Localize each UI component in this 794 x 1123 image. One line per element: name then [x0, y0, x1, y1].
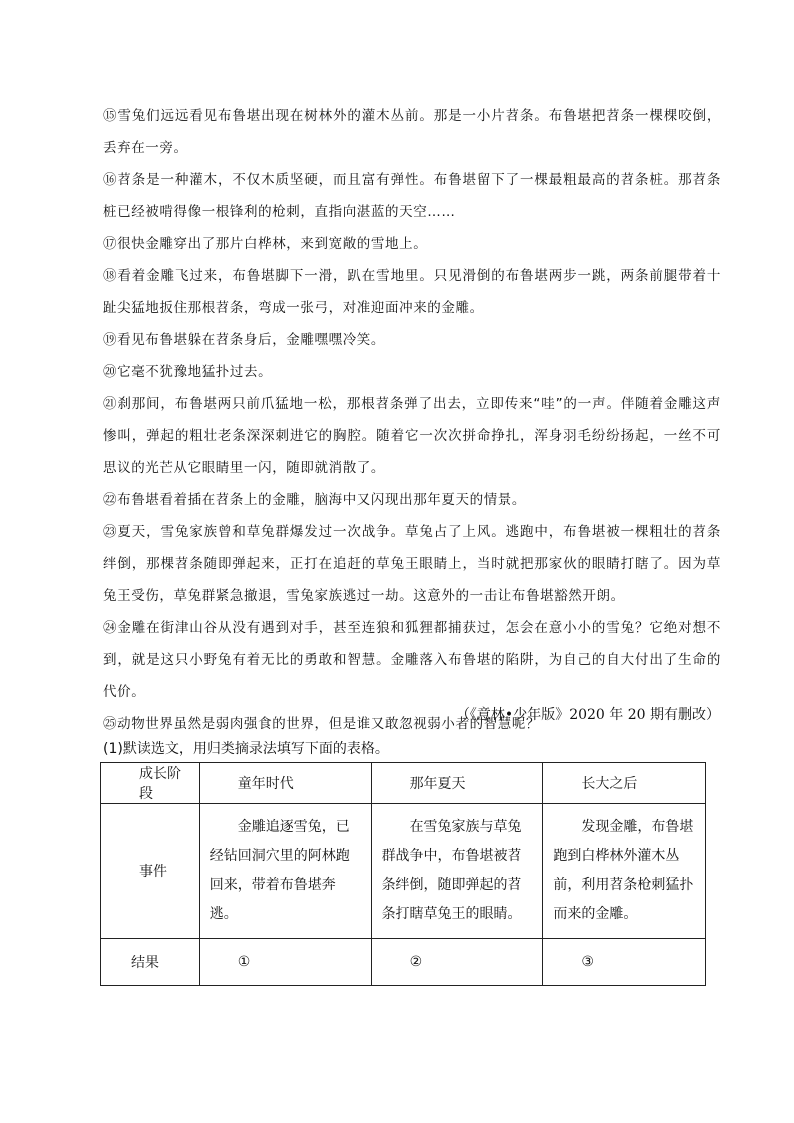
passage — [103, 100, 721, 740]
result-3-blank[interactable]: ③ — [543, 938, 706, 985]
paragraph-25: ㉕动物世界虽然是弱肉强食的世界，但是谁又敢忽视弱小者的智慧呢？ — [103, 716, 541, 732]
source-citation: （《意林•少年版》2020 年 20 期有删改） — [455, 707, 720, 723]
paragraph-24: ㉔金雕在街津山谷从没有遇到对手，甚至连狼和狐狸都捕获过，怎会在意小小的雪兔？它绝对想不到，就是这只小野兔有着无比的勇敢和智慧。金雕落入布鲁堪的陷阱，为自己的自大付出了生命的代价。 — [103, 620, 721, 700]
row-label-results: 结果 — [101, 938, 200, 985]
paragraph-17: ⑰很快金雕穿出了那片白桦林，来到宽敞的雪地上。 — [103, 236, 428, 252]
paragraph-22: ㉒布鲁堪看着插在苕条上的金雕，脑海中又闪现出那年夏天的情景。 — [103, 492, 526, 508]
event-childhood: 金雕追逐雪兔，已经钻回洞穴里的阿林跑回来，带着布鲁堪奔逃。 — [199, 804, 371, 939]
header-that-summer: 那年夏天 — [371, 763, 543, 804]
event-that-summer: 在雪兔家族与草兔群战争中，布鲁堪被苕条绊倒，随即弹起的苕条打瞎草兔王的眼睛。 — [371, 804, 543, 939]
paragraph-15: ⑮雪兔们远远看见布鲁堪出现在树林外的灌木丛前。那是一小片苕条。布鲁堪把苕条一棵棵咬倒，丢弃在一旁。 — [103, 108, 721, 156]
result-2-blank[interactable]: ② — [371, 938, 543, 985]
table-row-results — [101, 938, 706, 985]
paragraph-18: ⑱看着金雕飞过来，布鲁堪脚下一滑，趴在雪地里。只见滑倒的布鲁堪两步一跳，两条前腿带着十趾尖猛地扳住那根苕条，弯成一张弓，对准迎面冲来的金雕。 — [103, 268, 721, 316]
question-1: (1)默读选文，用归类摘录法填写下面的表格。 — [103, 741, 389, 757]
table-header-row — [101, 763, 706, 804]
header-childhood: 童年时代 — [199, 763, 371, 804]
paragraph-23: ㉓夏天，雪兔家族曾和草兔群爆发过一次战争。草兔占了上风。逃跑中，布鲁堪被一棵粗壮的苕条绊倒，那棵苕条随即弹起来，正打在追赶的草兔王眼睛上，当时就把那家伙的眼睛打瞎了。因为草兔王受伤，草兔群紧急撤退，雪兔家族逃过一劫。这意外的一击让布鲁堪豁然开朗。 — [103, 524, 721, 604]
event-grown-up: 发现金雕，布鲁堪跑到白桦林外灌木丛前，利用苕条枪刺猛扑而来的金雕。 — [543, 804, 706, 939]
header-grown-up: 长大之后 — [543, 763, 706, 804]
result-1-blank[interactable]: ① — [199, 938, 371, 985]
answer-table — [100, 762, 706, 986]
row-label-events: 事件 — [101, 804, 200, 939]
paragraph-21: ㉑刹那间，布鲁堪两只前爪猛地一松，那根苕条弹了出去，立即传来“哇”的一声。伴随着金雕这声惨叫，弹起的粗壮老条深深刺进它的胸腔。随着它一次次拼命挣扎，浑身羽毛纷纷扬起，一丝不可思议的光芒从它眼睛里一闪，随即就消散了。 — [103, 396, 721, 476]
table-row-events — [101, 804, 706, 939]
paragraph-19: ⑲看见布鲁堪躲在苕条身后，金雕嘿嘿冷笑。 — [103, 332, 385, 348]
header-stage: 成长阶段 — [101, 763, 200, 804]
paragraph-16: ⑯苕条是一种灌木，不仅木质坚硬，而且富有弹性。布鲁堪留下了一棵最粗最高的苕条桩。那苕条桩已经被啃得像一根锋利的枪刺，直指向湛蓝的天空…… — [103, 172, 721, 220]
paragraph-20: ⑳它毫不犹豫地猛扑过去。 — [103, 364, 273, 380]
